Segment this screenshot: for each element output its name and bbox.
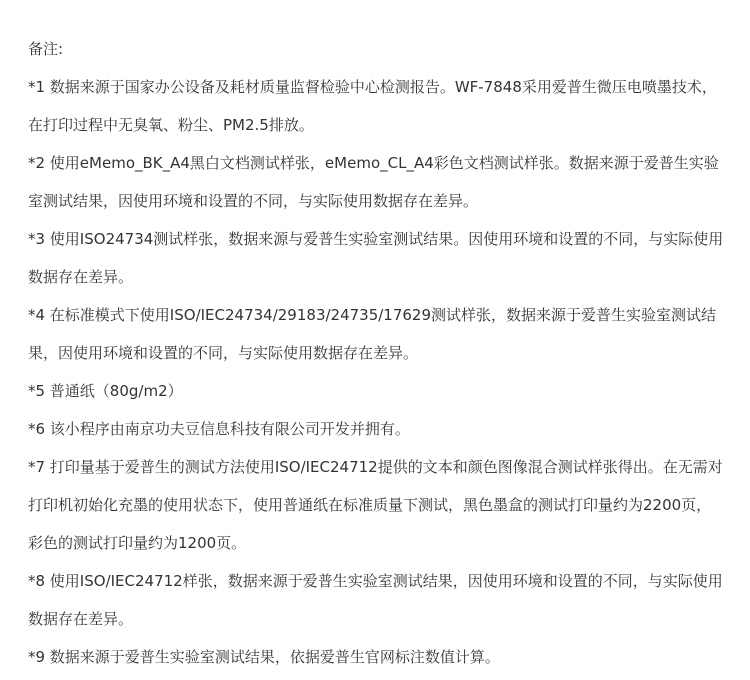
note-item-2: *2 使用eMemo_BK_A4黑白文档测试样张，eMemo_CL_A4彩色文档测试样张。数据来源于爱普生实验室测试结果，因使用环境和设置的不同，与实际使用数据存在差异。: [28, 154, 719, 210]
note-item-6: *6 该小程序由南京功夫豆信息科技有限公司开发并拥有。: [28, 420, 410, 438]
note-item-8: *8 使用ISO/IEC24712样张，数据来源于爱普生实验室测试结果，因使用环境和设置的不同，与实际使用数据存在差异。: [28, 572, 723, 628]
note-item-5: *5 普通纸（80g/m2）: [28, 382, 183, 400]
note-item-7: *7 打印量基于爱普生的测试方法使用ISO/IEC24712提供的文本和颜色图像混合测试样张得出。在无需对打印机初始化充墨的使用状态下，使用普通纸在标准质量下测试，黑色墨盒的测试打印量约为2200页，彩色的测试打印量约为1200页。: [28, 458, 723, 552]
notes-title: 备注:: [28, 40, 64, 58]
note-item-3: *3 使用ISO24734测试样张，数据来源与爱普生实验室测试结果。因使用环境和设置的不同，与实际使用数据存在差异。: [28, 230, 724, 286]
note-item-1: *1 数据来源于国家办公设备及耗材质量监督检验中心检测报告。WF-7848采用爱普生微压电喷墨技术，在打印过程中无臭氧、粉尘、PM2.5排放。: [28, 78, 717, 134]
note-item-4: *4 在标准模式下使用ISO/IEC24734/29183/24735/17629测试样张，数据来源于爱普生实验室测试结果，因使用环境和设置的不同，与实际使用数据存在差异。: [28, 306, 717, 362]
note-item-9: *9 数据来源于爱普生实验室测试结果，依据爱普生官网标注数值计算。: [28, 648, 500, 666]
notes-list: [28, 68, 724, 676]
